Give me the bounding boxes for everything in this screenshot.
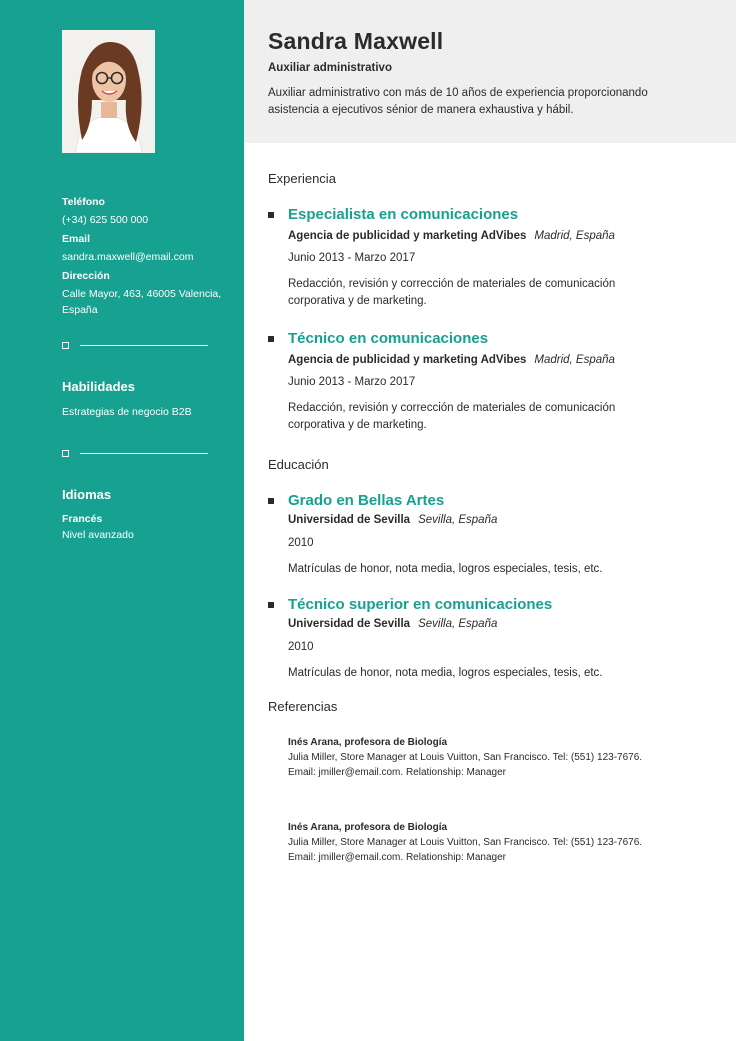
bullet-icon bbox=[268, 212, 274, 218]
reference-contact: Email: jmiller@email.com. Relationship: Manager bbox=[288, 852, 507, 863]
email-value: sandra.maxwell@email.com bbox=[62, 251, 194, 263]
experience-title: Experiencia bbox=[268, 171, 336, 186]
entry-org: Universidad de Sevilla Sevilla, España bbox=[288, 514, 498, 526]
address-label: Dirección bbox=[62, 270, 110, 282]
profile-photo bbox=[62, 30, 155, 153]
phone-value: (+34) 625 500 000 bbox=[62, 214, 149, 226]
entry-title: Técnico superior en comunicaciones bbox=[288, 596, 553, 613]
section-divider bbox=[62, 342, 208, 350]
entry-org: Agencia de publicidad y marketing AdVibes Madrid, España bbox=[288, 230, 615, 242]
entry-description: Matrículas de honor, nota media, logros especiales, tesis, etc. bbox=[288, 563, 603, 575]
email-label: Email bbox=[62, 233, 91, 245]
entry-description: Redacción, revisión y corrección de materiales de comunicación corporativa y de marketing. bbox=[288, 278, 616, 307]
language-level: Nivel avanzado bbox=[62, 529, 134, 541]
reference-entry bbox=[288, 820, 688, 865]
sidebar bbox=[0, 0, 244, 1041]
entry-dates: 2010 bbox=[288, 641, 314, 653]
reference-entry bbox=[288, 735, 688, 780]
reference-name: Inés Arana, profesora de Biología bbox=[288, 737, 448, 748]
entry-title: Técnico en comunicaciones bbox=[288, 330, 489, 347]
entry-org: Agencia de publicidad y marketing AdVibes Madrid, España bbox=[288, 354, 615, 366]
divider-square-icon bbox=[62, 342, 69, 349]
reference-details: Julia Miller, Store Manager at Louis Vuitton, San Francisco. Tel: (551) 123-7676. bbox=[288, 752, 643, 763]
languages-title: Idiomas bbox=[62, 487, 112, 502]
language-name: Francés bbox=[62, 513, 103, 525]
divider-square-icon bbox=[62, 450, 69, 457]
contact-section bbox=[62, 196, 232, 323]
skills-title: Habilidades bbox=[62, 379, 135, 394]
section-divider bbox=[62, 450, 208, 458]
bullet-icon bbox=[268, 336, 274, 342]
entry-title: Especialista en comunicaciones bbox=[288, 206, 519, 223]
bullet-icon bbox=[268, 602, 274, 608]
header bbox=[244, 0, 736, 143]
education-title: Educación bbox=[268, 457, 329, 472]
skill-item: Estrategias de negocio B2B bbox=[62, 406, 192, 418]
profile-photo-image bbox=[62, 30, 155, 153]
entry-title: Grado en Bellas Artes bbox=[288, 492, 445, 509]
person-name: Sandra Maxwell bbox=[268, 28, 444, 54]
reference-name: Inés Arana, profesora de Biología bbox=[288, 822, 448, 833]
entry-dates: Junio 2013 - Marzo 2017 bbox=[288, 376, 416, 388]
entry-dates: 2010 bbox=[288, 537, 314, 549]
entry-dates: Junio 2013 - Marzo 2017 bbox=[288, 252, 416, 264]
reference-contact: Email: jmiller@email.com. Relationship: Manager bbox=[288, 767, 507, 778]
address-value: Calle Mayor, 463, 46005 Valencia, España bbox=[62, 288, 222, 316]
job-role: Auxiliar administrativo bbox=[268, 62, 392, 74]
phone-label: Teléfono bbox=[62, 196, 105, 208]
bullet-icon bbox=[268, 498, 274, 504]
references-title: Referencias bbox=[268, 699, 338, 714]
reference-details: Julia Miller, Store Manager at Louis Vuitton, San Francisco. Tel: (551) 123-7676. bbox=[288, 837, 643, 848]
entry-org: Universidad de Sevilla Sevilla, España bbox=[288, 618, 498, 630]
profile-summary: Auxiliar administrativo con más de 10 años de experiencia proporcionando asistencia a ejecutivos sénior de manera exhaustiva y hábil. bbox=[268, 87, 648, 116]
entry-description: Matrículas de honor, nota media, logros especiales, tesis, etc. bbox=[288, 667, 603, 679]
entry-description: Redacción, revisión y corrección de materiales de comunicación corporativa y de marketing. bbox=[288, 402, 616, 431]
